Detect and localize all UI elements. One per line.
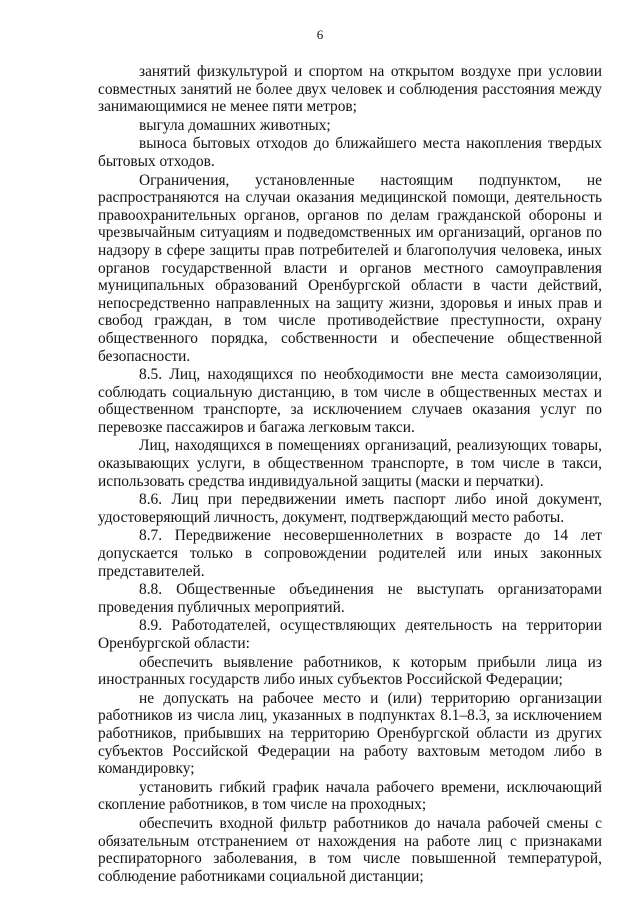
paragraph: обеспечить выявление работников, к которым прибыли лица из иностранных государств либо иных субъектов Российской Федерации; bbox=[98, 653, 602, 689]
paragraph: занятий физкультурой и спортом на открытом воздухе при условии совместных занятий не более двух человек и соблюдения расстояния между занимающимися не менее пяти метров; bbox=[98, 63, 602, 116]
paragraph: обеспечить входной фильтр работников до начала рабочей смены с обязательным отстранением от нахождения на работе лиц с признаками респираторного заболевания, в том числе повышенной температурой, соблюдение работниками социальной дистанции; bbox=[98, 814, 602, 885]
paragraph: выноса бытовых отходов до ближайшего места накопления твердых бытовых отходов. bbox=[98, 135, 602, 170]
paragraph: 8.6. Лиц при передвижении иметь паспорт либо иной документ, удостоверяющий личность, документ, подтверждающий место работы. bbox=[98, 491, 602, 526]
paragraph: выгула домашних животных; bbox=[139, 116, 331, 134]
paragraph: установить гибкий график начала рабочего времени, исключающий скопление работников, в том числе на проходных; bbox=[98, 778, 602, 814]
page-number: 6 bbox=[316, 27, 324, 42]
paragraph: Лиц, находящихся в помещениях организаций, реализующих товары, оказывающих услуги, в общественном транспорте, в том числе в такси, использовать средства индивидуальной защиты (маски и перчатки). bbox=[98, 437, 602, 490]
paragraph: 8.7. Передвижение несовершеннолетних в возрасте до 14 лет допускается только в сопровождении родителей или иных законных представителей. bbox=[98, 527, 602, 580]
paragraph: 8.8. Общественные объединения не выступать организаторами проведения публичных мероприятий. bbox=[98, 581, 602, 616]
paragraph: Ограничения, установленные настоящим подпунктом, не распространяются на случаи оказания медицинской помощи, деятельность правоохранительных органов, органов по делам гражданской обороны и чрезвычайным ситуациям и подведомственных им организаций, органов по надзору в сфере защиты прав потребителей и благополучия человека, иных органов государственной власти и органов местного самоуправления муниципальных образований Оренбургской области в части действий, непосредственно направленных на защиту жизни, здоровья и иных прав и свобод граждан, в том числе противодействие преступности, охрану общественного порядка, собственности и обеспечение общественной безопасности. bbox=[98, 171, 602, 365]
document-body bbox=[98, 63, 602, 886]
paragraph: 8.9. Работодателей, осуществляющих деятельность на территории Оренбургской области: bbox=[98, 617, 602, 652]
paragraph: 8.5. Лиц, находящихся по необходимости вне места самоизоляции, соблюдать социальную дистанцию, в том числе в общественных местах и общественном транспорте, за исключением случаев оказания услуг по перевозке пассажиров и багажа легковым такси. bbox=[98, 366, 602, 436]
paragraph: не допускать на рабочее место и (или) территорию организации работников из числа лиц, указанных в подпунктах 8.1–8.3, за исключением работников, прибывших на территорию Оренбургской области из других субъектов Российской Федерации на работу вахтовым методом либо в командировку; bbox=[98, 689, 602, 778]
